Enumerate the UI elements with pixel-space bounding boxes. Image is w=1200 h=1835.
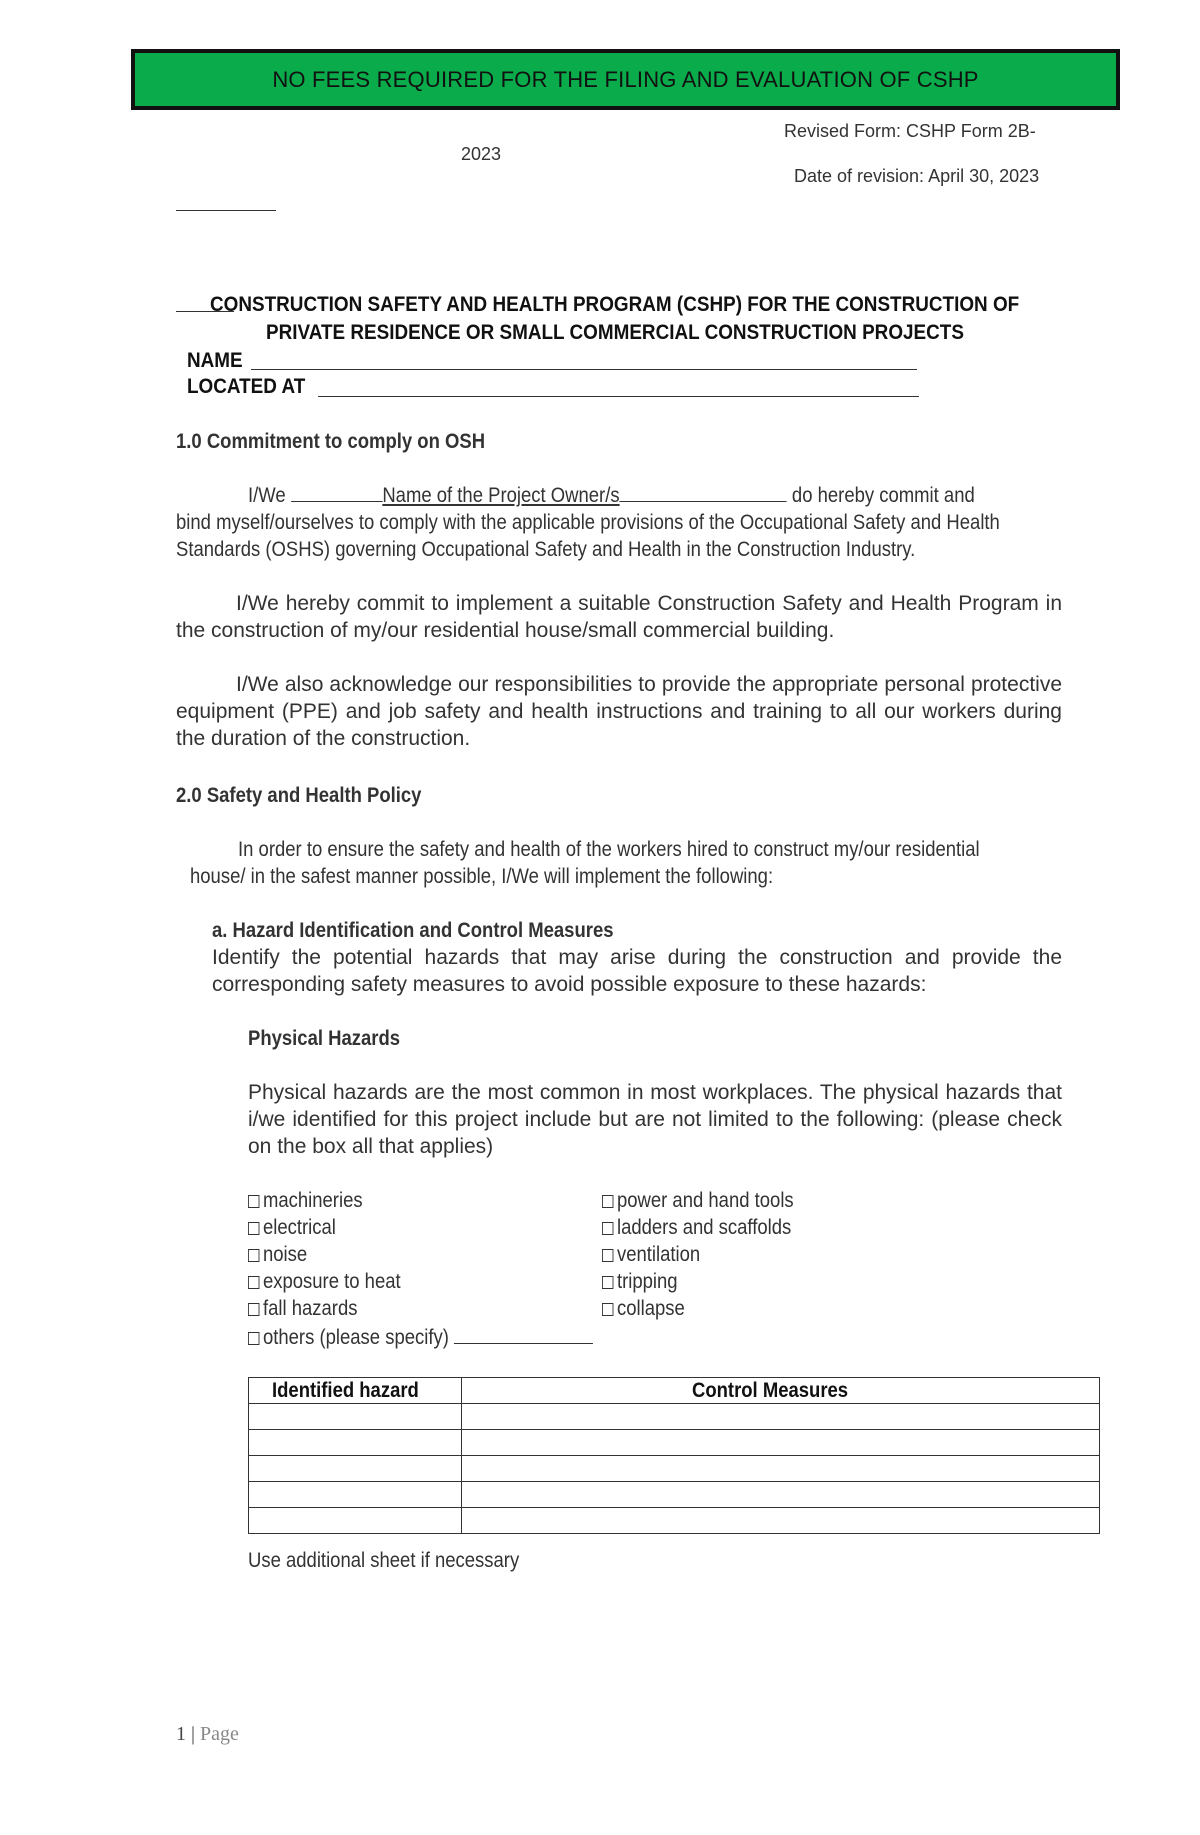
control-cell[interactable] — [462, 1482, 1100, 1508]
control-cell[interactable] — [462, 1404, 1100, 1430]
checkbox-label: tripping — [616, 1270, 678, 1293]
checkbox-icon[interactable] — [248, 1195, 259, 1208]
located-input-line[interactable] — [318, 396, 919, 397]
table-note: Use additional sheet if necessary — [248, 1549, 520, 1572]
checkbox-icon[interactable] — [602, 1276, 613, 1289]
checkbox-icon[interactable] — [248, 1332, 259, 1345]
checkbox-ventilation[interactable] — [602, 1241, 700, 1268]
owner-blank-right[interactable] — [620, 501, 787, 502]
hazard-cell[interactable] — [249, 1430, 462, 1456]
located-label: LOCATED AT — [187, 375, 306, 398]
checkbox-machineries[interactable] — [248, 1187, 363, 1214]
commit-paragraph-line2: bind myself/ourselves to comply with the applicable provisions of the Occupational Safety and Health — [176, 511, 1000, 534]
physical-hazards-text: Physical hazards are the most common in most workplaces. The physical hazards that i/we identified for this project include but are not limited to the following: (please check on the box all that applies) — [248, 1081, 1062, 1158]
physical-hazards-heading: Physical Hazards — [248, 1027, 401, 1050]
document-title-line1: CONSTRUCTION SAFETY AND HEALTH PROGRAM (CSHP) FOR THE CONSTRUCTION OF — [210, 293, 1020, 316]
commit-paragraph-line1 — [248, 482, 975, 509]
checkbox-label: collapse — [616, 1297, 685, 1320]
checkbox-power-and-hand-tools[interactable] — [602, 1187, 794, 1214]
owner-blank-left[interactable] — [291, 501, 383, 502]
checkbox-exposure-to-heat[interactable] — [248, 1268, 401, 1295]
table-header-row — [249, 1378, 1100, 1404]
short-rule — [176, 210, 276, 211]
checkbox-icon[interactable] — [248, 1276, 259, 1289]
hazard-cell[interactable] — [249, 1508, 462, 1534]
checkbox-collapse[interactable] — [602, 1295, 685, 1322]
table-row — [249, 1430, 1100, 1456]
table-row — [249, 1404, 1100, 1430]
checkbox-icon[interactable] — [602, 1222, 613, 1235]
table-row — [249, 1456, 1100, 1482]
checkbox-icon[interactable] — [602, 1195, 613, 1208]
checkbox-label: fall hazards — [262, 1297, 358, 1320]
checkbox-tripping[interactable] — [602, 1268, 678, 1295]
banner-text: NO FEES REQUIRED FOR THE FILING AND EVALUATION OF CSHP — [272, 66, 979, 92]
checkbox-others[interactable] — [248, 1324, 593, 1351]
checkbox-electrical[interactable] — [248, 1214, 336, 1241]
control-cell[interactable] — [462, 1430, 1100, 1456]
ppe-paragraph: I/We also acknowledge our responsibilities to provide the appropriate personal protective equipment (PPE) and job safety and health instructions and training to all our workers during the duration of the construction. — [176, 673, 1062, 750]
checkbox-label: ventilation — [616, 1243, 701, 1266]
checkbox-label: power and hand tools — [616, 1189, 794, 1212]
page-label: Page — [200, 1723, 239, 1745]
checkbox-noise[interactable] — [248, 1241, 307, 1268]
revised-form-line: Revised Form: CSHP Form 2B- — [784, 121, 1036, 141]
checkbox-icon[interactable] — [248, 1249, 259, 1262]
checkbox-label: noise — [262, 1243, 308, 1266]
revised-form-year: 2023 — [461, 144, 502, 164]
hazard-control-table — [248, 1377, 1100, 1534]
document-title-line2: PRIVATE RESIDENCE OR SMALL COMMERCIAL CONSTRUCTION PROJECTS — [266, 321, 964, 344]
control-cell[interactable] — [462, 1508, 1100, 1534]
table-row — [249, 1482, 1100, 1508]
hazard-cell[interactable] — [249, 1456, 462, 1482]
control-cell[interactable] — [462, 1456, 1100, 1482]
page-footer — [176, 1723, 239, 1746]
checkbox-label: ladders and scaffolds — [616, 1216, 792, 1239]
checkbox-icon[interactable] — [248, 1222, 259, 1235]
commit-suffix: do hereby commit and — [791, 484, 975, 507]
policy-intro-line2: house/ in the safest manner possible, I/We will implement the following: — [190, 865, 774, 888]
name-input-line[interactable] — [251, 369, 917, 370]
hazard-cell[interactable] — [249, 1404, 462, 1430]
hazard-id-text: Identify the potential hazards that may arise during the construction and provide the corresponding safety measures to avoid possible exposure to these hazards: — [212, 946, 1062, 996]
revision-date: Date of revision: April 30, 2023 — [794, 166, 1040, 186]
others-specify-line[interactable] — [454, 1343, 593, 1344]
page-separator: | — [191, 1723, 196, 1745]
table-row — [249, 1508, 1100, 1534]
name-label: NAME — [187, 349, 243, 372]
checkbox-icon[interactable] — [248, 1303, 259, 1316]
no-fees-banner — [131, 49, 1120, 110]
checkbox-icon[interactable] — [602, 1303, 613, 1316]
implement-paragraph: I/We hereby commit to implement a suitable Construction Safety and Health Program in the construction of my/our residential house/small commercial building. — [176, 592, 1062, 642]
page-number: 1 — [176, 1723, 186, 1745]
hazard-cell[interactable] — [249, 1482, 462, 1508]
section2-heading: 2.0 Safety and Health Policy — [176, 784, 422, 807]
checkbox-fall-hazards[interactable] — [248, 1295, 357, 1322]
checkbox-label: machineries — [262, 1189, 363, 1212]
checkbox-icon[interactable] — [602, 1249, 613, 1262]
iwe-text: I/We — [248, 484, 286, 507]
section1-heading: 1.0 Commitment to comply on OSH — [176, 430, 486, 453]
commit-paragraph-line3: Standards (OSHS) governing Occupational Safety and Health in the Construction Industry. — [176, 538, 916, 561]
header-identified-hazard: Identified hazard — [249, 1378, 462, 1404]
checkbox-label: electrical — [262, 1216, 336, 1239]
header-control-measures: Control Measures — [462, 1378, 1100, 1404]
policy-intro-line1: In order to ensure the safety and health of the workers hired to construct my/our residential — [238, 838, 980, 861]
hazard-id-heading: a. Hazard Identification and Control Measures — [212, 919, 614, 942]
checkbox-label: exposure to heat — [262, 1270, 401, 1293]
checkbox-ladders-and-scaffolds[interactable] — [602, 1214, 791, 1241]
project-owner-field[interactable]: Name of the Project Owner/s — [382, 484, 620, 507]
checkbox-label: others (please specify) — [262, 1326, 449, 1349]
